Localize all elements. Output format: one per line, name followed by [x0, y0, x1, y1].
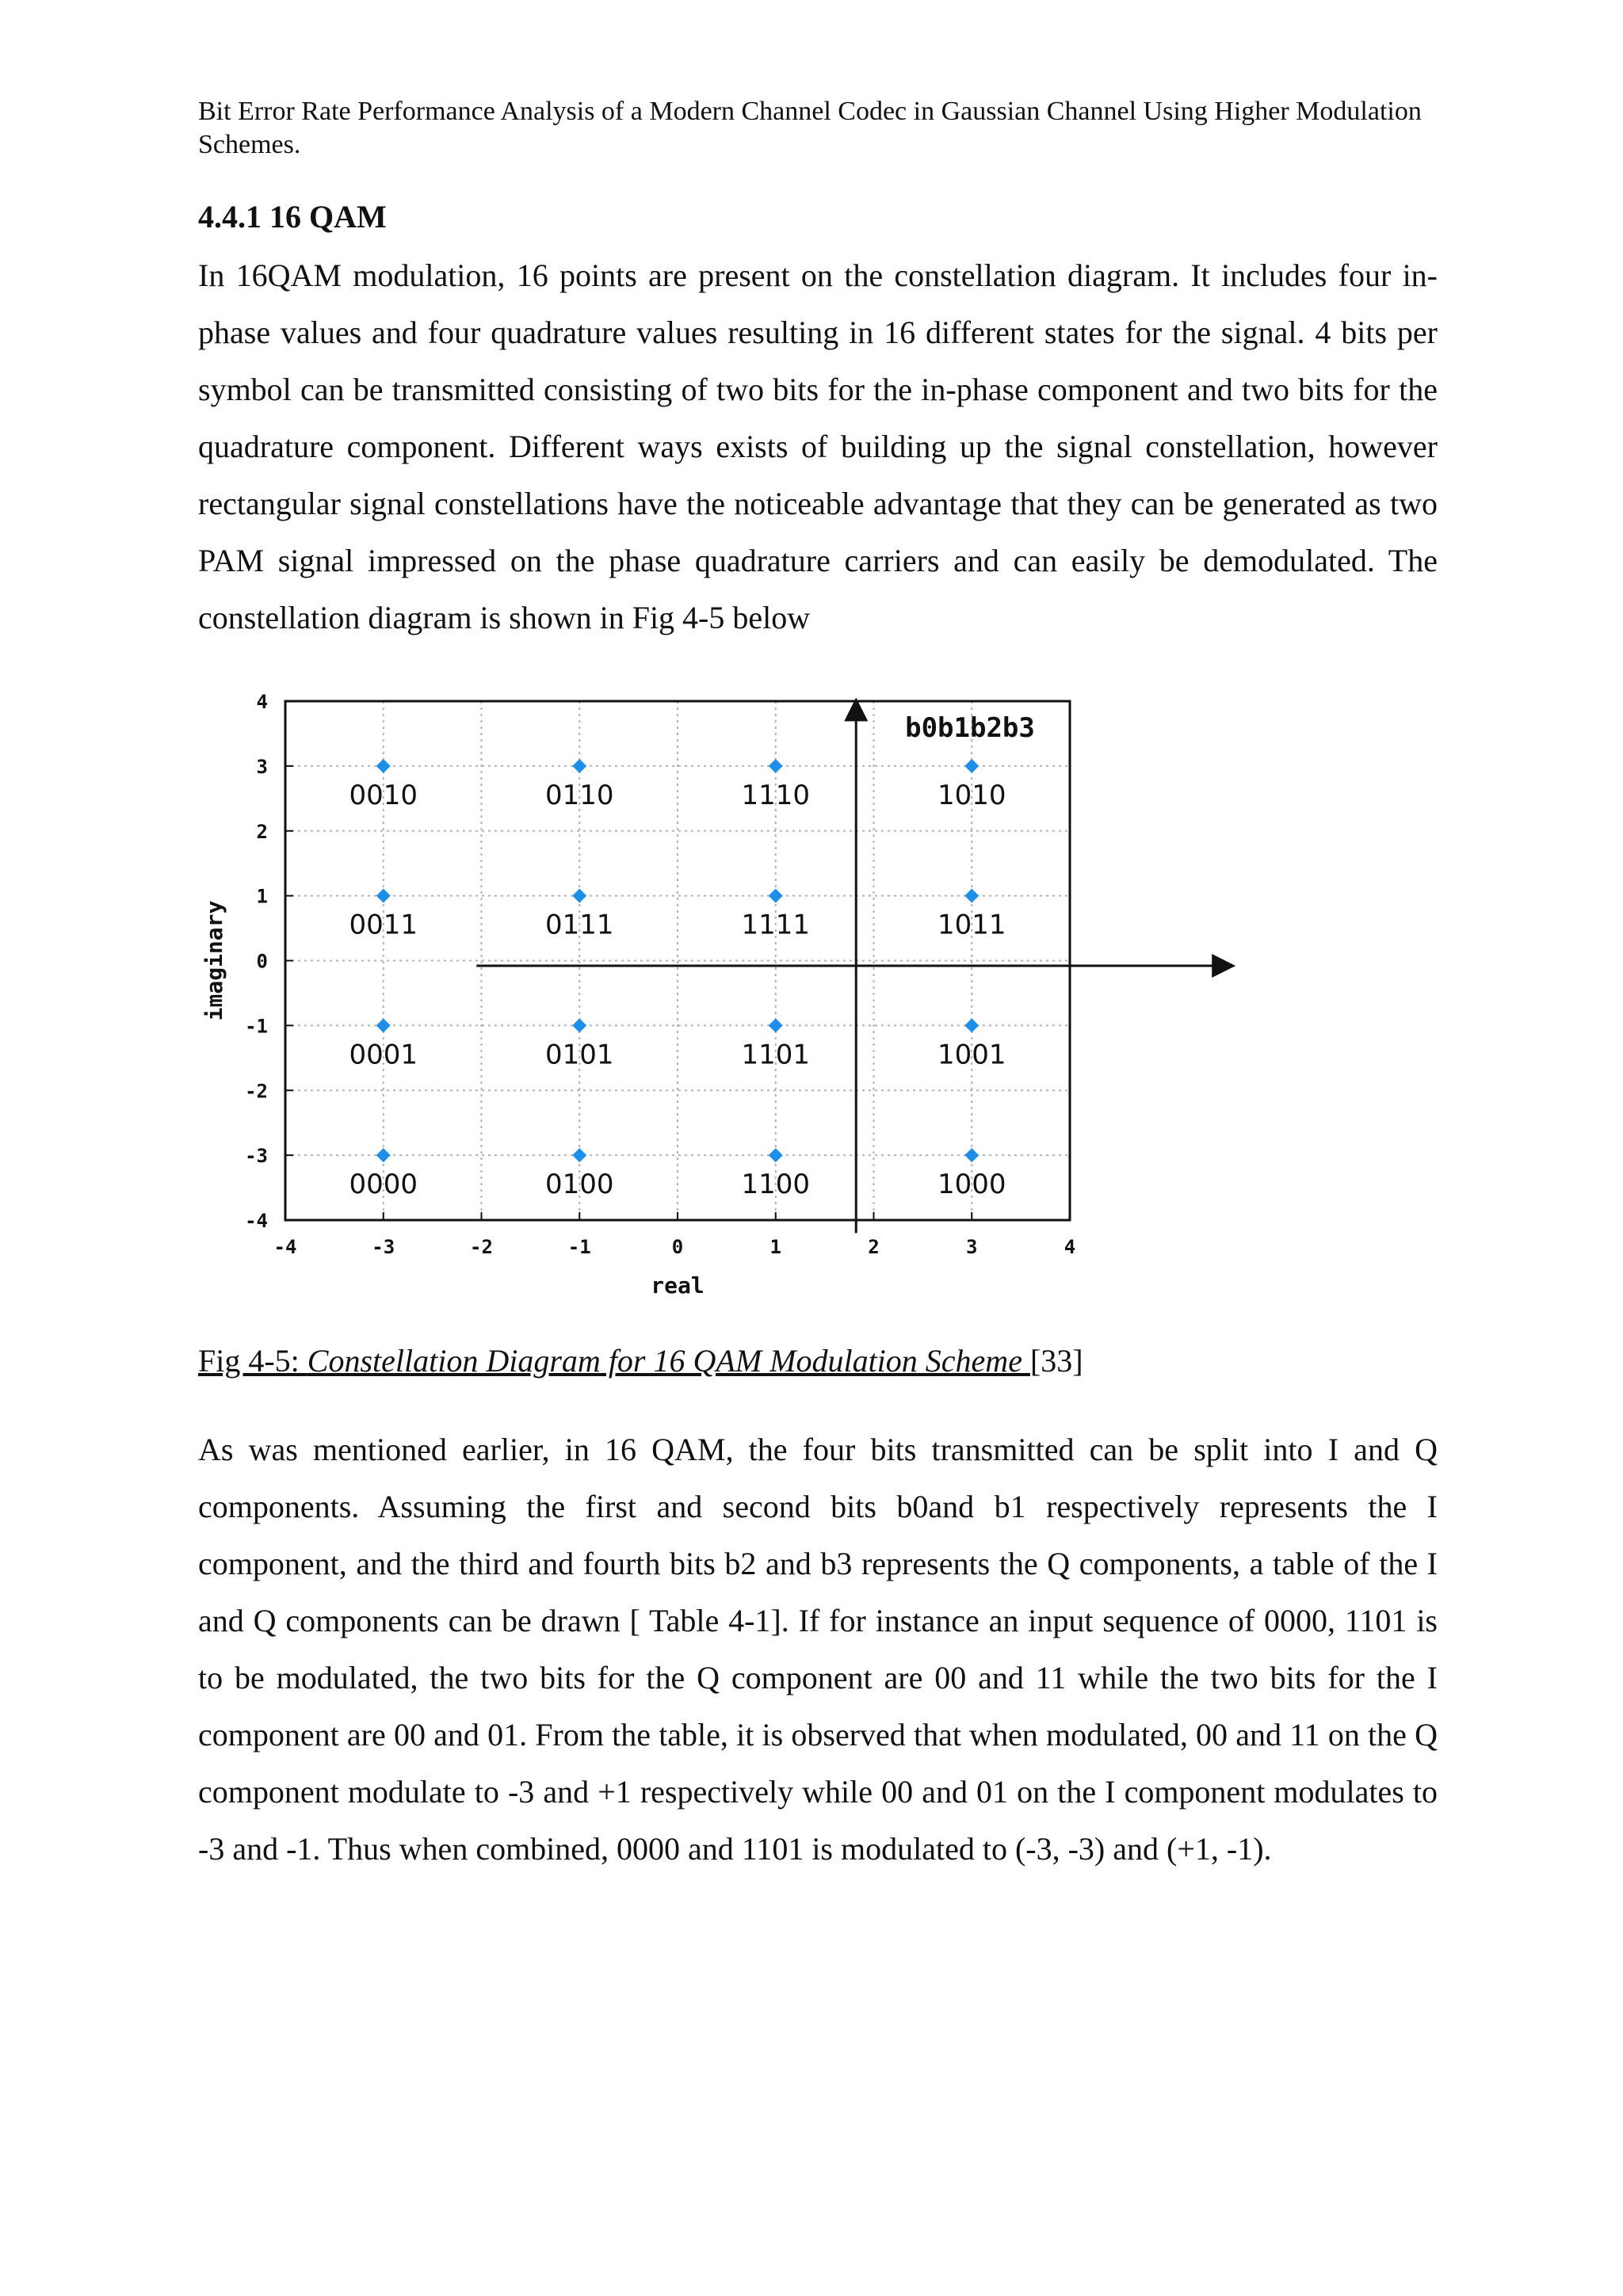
running-header: Bit Error Rate Performance Analysis of a Modern Channel Codec in Gaussian Channel Using Higher Modulation Schemes.	[198, 97, 1422, 159]
point-label: 1010	[937, 779, 1006, 811]
constellation-point	[572, 1148, 586, 1162]
y-tick-label: 0	[256, 950, 268, 973]
point-label: 0100	[544, 1169, 614, 1201]
constellation-point	[376, 1148, 391, 1162]
point-label: 1011	[937, 909, 1006, 941]
constellation-chart	[182, 681, 1276, 1315]
constellation-point	[572, 759, 586, 773]
x-tick-label: -3	[372, 1236, 395, 1258]
x-tick-label: -4	[273, 1236, 297, 1258]
point-label: 1001	[937, 1039, 1006, 1071]
y-axis-title: imaginary	[201, 900, 227, 1021]
y-tick-label: -3	[245, 1145, 268, 1168]
point-label: 0110	[544, 779, 614, 811]
constellation-point	[964, 889, 979, 903]
y-tick-label: 4	[256, 691, 268, 713]
constellation-point	[964, 759, 979, 773]
x-tick-label: 2	[868, 1236, 880, 1258]
point-label: 1100	[741, 1169, 811, 1201]
constellation-point	[769, 1018, 783, 1032]
x-tick-label: -1	[567, 1236, 591, 1258]
constellation-point	[769, 889, 783, 903]
point-label: 0011	[349, 909, 418, 941]
x-tick-label: -2	[470, 1236, 493, 1258]
point-label: 1101	[741, 1039, 811, 1071]
x-tick-label: 3	[966, 1236, 978, 1258]
caption-prefix: Fig 4-5:	[198, 1343, 307, 1379]
constellation-point	[572, 889, 586, 903]
constellation-point	[376, 759, 391, 773]
constellation-point	[376, 889, 391, 903]
paragraph-explanation: As was mentioned earlier, in 16 QAM, the four bits transmitted can be split into I and Q components. Assuming the first and second bits b0and b1 respectively represents the I component, and the third and fourth bits b2 and b3 represents the Q components, a table of the I and Q components can be drawn [ Table 4-1]. If for instance an input sequence of 0000, 1101 is to be modulated, the two bits for the Q component are 00 and 11 while the two bits for the I component are 00 and 01. From the table, it is observed that when modulated, 00 and 11 on the Q component modulate to -3 and +1 respectively while 00 and 01 on the I component modulates to -3 and -1. Thus when combined, 0000 and 1101 is modulated to (-3, -3) and (+1, -1).	[198, 1432, 1438, 1867]
y-tick-label: 3	[256, 755, 268, 778]
y-tick-label: -1	[245, 1015, 268, 1038]
caption-citation: [33]	[1029, 1343, 1083, 1379]
x-axis-title: real	[651, 1272, 705, 1299]
constellation-point	[964, 1018, 979, 1032]
caption-title: Constellation Diagram for 16 QAM Modulation Scheme	[307, 1343, 1030, 1379]
x-tick-label: 1	[769, 1236, 781, 1258]
y-tick-label: 1	[256, 885, 268, 908]
section-heading: 4.4.1 16 QAM	[198, 199, 387, 235]
constellation-point	[376, 1018, 391, 1032]
y-tick-label: -2	[245, 1080, 268, 1103]
point-label: 0000	[349, 1169, 418, 1201]
point-label: 1111	[741, 909, 811, 941]
figure-caption	[198, 1339, 1083, 1383]
x-tick-label: 4	[1064, 1236, 1076, 1258]
constellation-point	[769, 759, 783, 773]
point-label: 1110	[741, 779, 811, 811]
paragraph-intro: In 16QAM modulation, 16 points are present on the constellation diagram. It includes four in-phase values and four quadrature values resulting in 16 different states for the signal. 4 bits per symbol can be transmitted consisting of two bits for the in-phase component and two bits for the quadrature component. Different ways exists of building up the signal constellation, however rectangular signal constellations have the noticeable advantage that they can be generated as two PAM signal impressed on the phase quadrature carriers and can easily be demodulated. The constellation diagram is shown in Fig 4-5 below	[198, 257, 1438, 635]
constellation-point	[572, 1018, 586, 1032]
constellation-point	[964, 1148, 979, 1162]
y-tick-label: -4	[245, 1210, 268, 1232]
constellation-point	[769, 1148, 783, 1162]
point-label: 0111	[544, 909, 614, 941]
point-label: 0010	[349, 779, 418, 811]
point-label: 0101	[544, 1039, 614, 1071]
y-tick-label: 2	[256, 820, 268, 843]
x-tick-label: 0	[671, 1236, 684, 1258]
legend-label: b0b1b2b3	[905, 712, 1035, 745]
constellation-figure	[182, 681, 1276, 1315]
point-label: 1000	[937, 1169, 1006, 1201]
point-label: 0001	[349, 1039, 418, 1071]
